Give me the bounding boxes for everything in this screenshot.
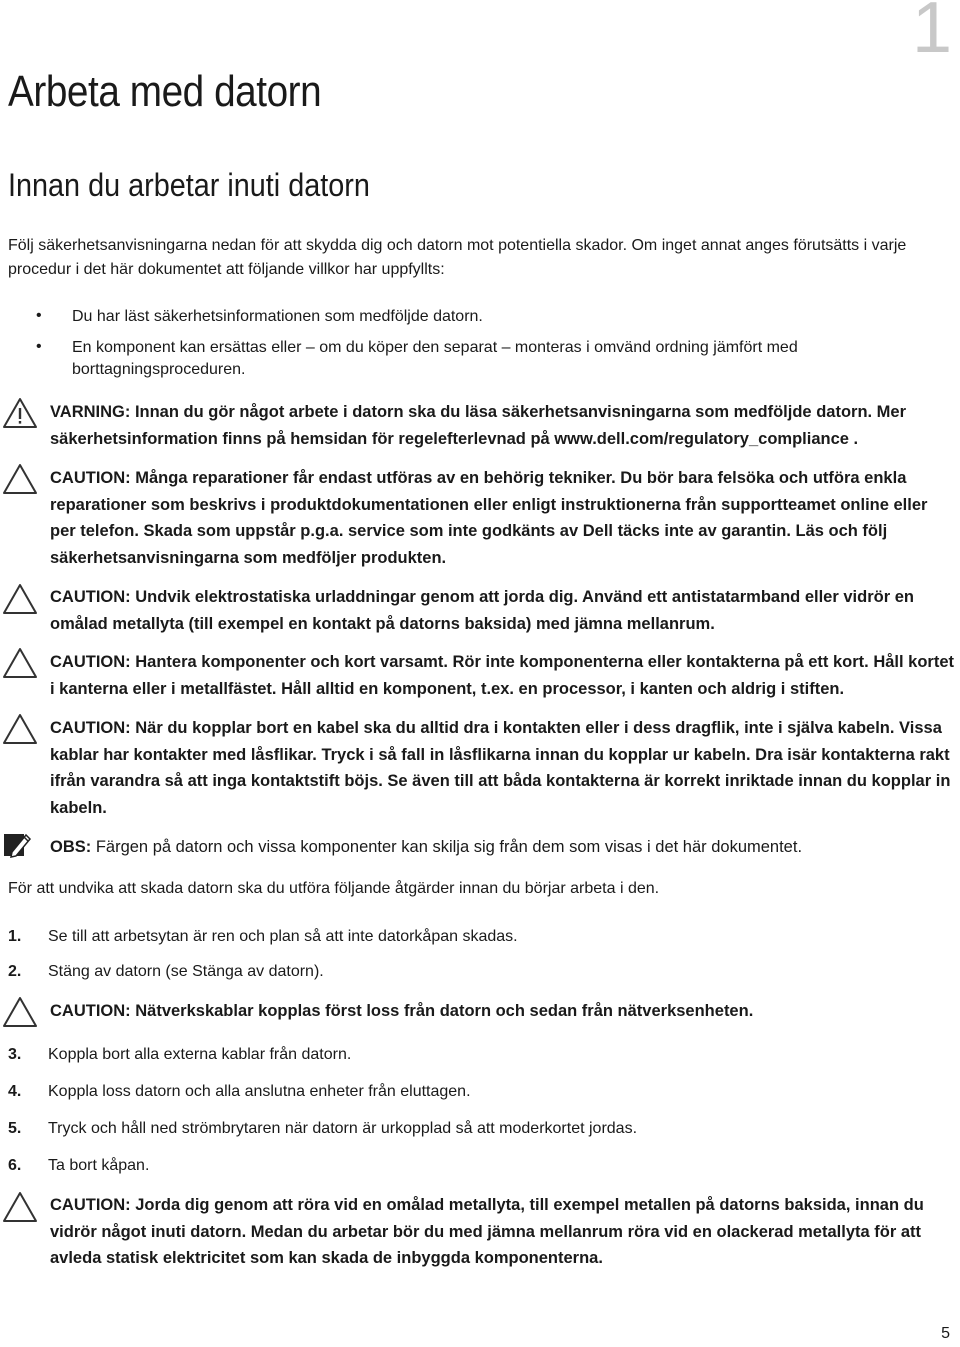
bullet-text: Du har läst säkerhetsinformationen som medföljde datorn.	[72, 308, 483, 325]
note-label: CAUTION:	[50, 469, 131, 487]
warning-note	[50, 399, 955, 452]
step-number: 3.	[8, 1046, 22, 1063]
obs-note	[50, 834, 955, 861]
step-text: Tryck och håll ned strömbrytaren när datorn är urkopplad så att moderkortet jordas.	[48, 1120, 638, 1137]
pre-steps-paragraph: För att undvika att skada datorn ska du utföra följande åtgärder innan du börjar arbeta i den.	[8, 880, 660, 897]
step-item	[8, 1154, 948, 1178]
step-item	[8, 1117, 948, 1141]
caution-triangle-icon	[2, 995, 38, 1029]
step-item	[8, 1080, 948, 1104]
step-number: 2.	[8, 963, 22, 980]
caution-triangle-icon	[2, 646, 38, 680]
caution-note	[50, 649, 955, 702]
bullet-item	[36, 337, 932, 381]
note-text: Innan du gör något arbete i datorn ska du läsa säkerhetsanvisningarna som medföljde datorn. Mer säkerhetsinformation finns på hemsidan för regelefterlevnad på www.dell.com/regulatory_compliance .	[50, 403, 907, 448]
step-number: 6.	[8, 1157, 22, 1174]
page-title: Arbeta med datorn	[8, 67, 322, 116]
step-text: Koppla bort alla externa kablar från datorn.	[48, 1046, 352, 1063]
step-text: Se till att arbetsytan är ren och plan så att inte datorkåpan skadas.	[48, 928, 518, 945]
page-number: 5	[941, 1325, 950, 1342]
bullet-dot-icon: •	[36, 338, 42, 355]
note-text: När du kopplar bort en kabel ska du alltid dra i kontakten eller i dess dragflik, inte i själva kabeln. Vissa kablar har kontakter med låsflikar. Tryck i så fall in låsflikarna innan du kopplar ur kabeln. Dra isär kontakterna rakt ifrån varandra så att inga kontaktstift böjs. Se även till att båda kontakterna är korrekt inriktade innan du kopplar in kabeln.	[50, 719, 951, 817]
caution-triangle-icon	[2, 1190, 38, 1224]
warning-triangle-icon	[2, 396, 38, 430]
caution-note	[50, 998, 955, 1025]
note-text: Jorda dig genom att röra vid en omålad metallyta, till exempel metallen på datorns baksida, innan du vidrör något inuti datorn. Medan du arbetar bör du med jämna mellanrum röra vid en olackerad metallyta för att avleda statisk elektricitet som kan skada de inbyggda komponenterna.	[50, 1196, 924, 1267]
note-text: Undvik elektrostatiska urladdningar genom att jorda dig. Använd ett antistatarmband eller vidrör en omålad metallyta (till exempel en kontakt på datorns baksida) med jämna mellanrum.	[50, 588, 914, 633]
caution-note	[50, 1192, 955, 1272]
bullet-item	[36, 306, 932, 328]
bullet-text: En komponent kan ersättas eller – om du köper den separat – monteras i omvänd ordning jämfört med borttagningsproceduren.	[72, 339, 798, 378]
caution-triangle-icon	[2, 712, 38, 746]
step-item	[8, 960, 948, 984]
note-text: Nätverkskablar kopplas först loss från datorn och sedan från nätverksenheten.	[130, 1002, 754, 1020]
step-text: Ta bort kåpan.	[48, 1157, 150, 1174]
step-number: 4.	[8, 1083, 22, 1100]
note-label: CAUTION:	[50, 653, 131, 671]
caution-note	[50, 715, 955, 821]
caution-note	[50, 584, 955, 637]
note-text: Hantera komponenter och kort varsamt. Rör inte komponenterna eller kontakterna på ett kort. Håll kortet i kanterna eller i metallfästet. Håll alltid en komponent, t.ex. en processor, i kanten och aldrig i stiften.	[50, 653, 955, 698]
caution-triangle-icon	[2, 462, 38, 496]
caution-note	[50, 465, 955, 571]
note-label: CAUTION:	[50, 1002, 131, 1020]
note-pencil-icon	[2, 830, 32, 860]
note-label: CAUTION:	[50, 1196, 131, 1214]
bullet-dot-icon: •	[36, 307, 42, 324]
step-number: 1.	[8, 928, 22, 945]
intro-paragraph: Följ säkerhetsanvisningarna nedan för att skydda dig och datorn mot potentiella skador. Om inget annat anges förutsätts i varje procedur i det här dokumentet att följande villkor har uppfyllts:	[8, 237, 907, 278]
note-label: CAUTION:	[50, 588, 131, 606]
note-label: VARNING:	[50, 403, 131, 421]
note-label: CAUTION:	[50, 719, 131, 737]
section-title: Innan du arbetar inuti datorn	[8, 167, 370, 203]
note-text: Många reparationer får endast utföras av en behörig tekniker. Du bör bara felsöka och utföra enkla reparationer som beskrivs i produktdokumentationen eller enligt instruktionerna från supportteamet online eller per telefon. Skada som uppstår p.g.a. service som inte godkänts av Dell täcks inte av garantin. Läs och följ säkerhetsanvisningarna som medföljer produkten.	[50, 469, 928, 567]
chapter-number: 1	[911, 0, 952, 68]
note-label: OBS:	[50, 838, 92, 856]
step-text: Koppla loss datorn och alla anslutna enheter från eluttagen.	[48, 1083, 471, 1100]
step-number: 5.	[8, 1120, 22, 1137]
caution-triangle-icon	[2, 582, 38, 616]
step-item	[8, 925, 948, 949]
step-item	[8, 1043, 948, 1067]
note-text: Färgen på datorn och vissa komponenter kan skilja sig från dem som visas i det här dokumentet.	[91, 838, 803, 856]
step-text: Stäng av datorn (se Stänga av datorn).	[48, 963, 324, 980]
